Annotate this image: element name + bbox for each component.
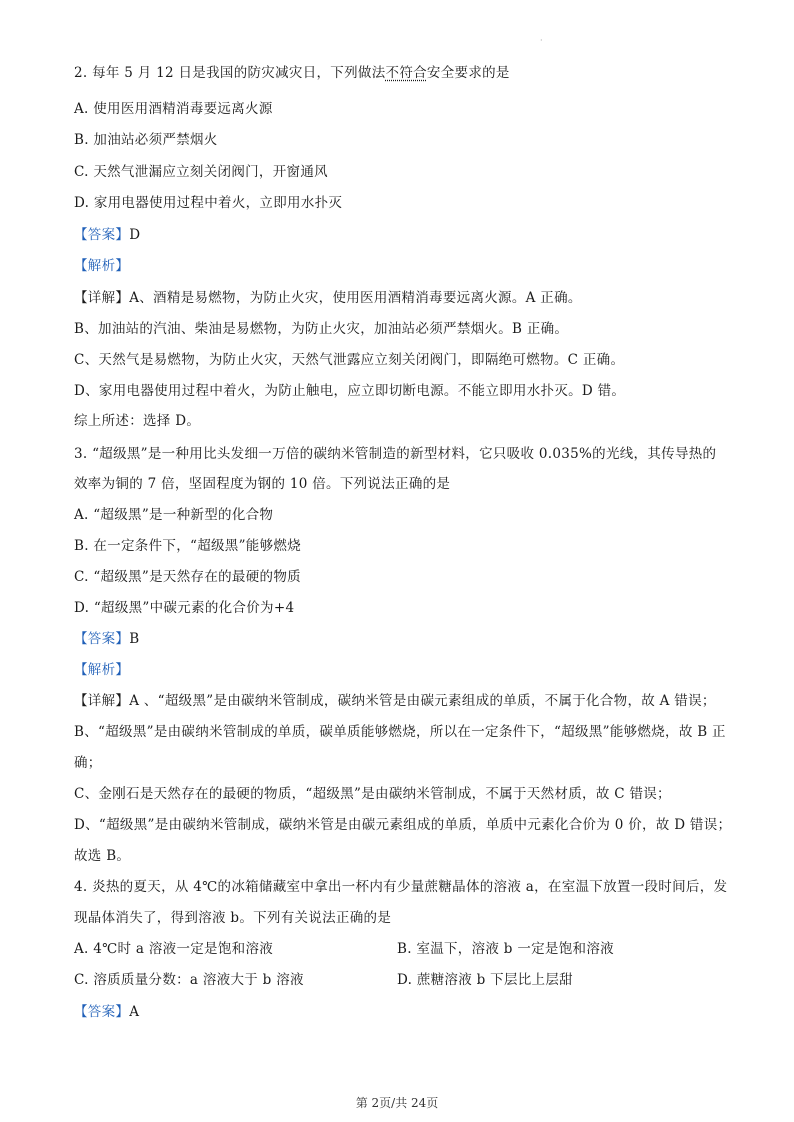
q2-detail-3: C、天然气是易燃物，为防止火灾，天然气泄露应立刻关闭阀门，即隔绝可燃物。C 正确。: [74, 352, 625, 368]
q4-option-c: C. 溶质质量分数：a 溶液大于 b 溶液: [74, 972, 304, 988]
q3-answer-value: B: [129, 631, 140, 647]
q2-detail-2: B、加油站的汽油、柴油是易燃物，为防止火灾，加油站必须严禁烟火。B 正确。: [74, 321, 569, 337]
q3-option-b: B. 在一定条件下，“超级黑”能够燃烧: [74, 538, 302, 554]
q3-detail-2: B、“超级黑”是由碳纳米管制成的单质，碳单质能够燃烧，所以在一定条件下，“超级黑”能够燃烧，故 B 正: [74, 724, 726, 740]
q4-stem-1: 4. 炎热的夏天，从 4℃的冰箱储藏室中拿出一杯内有少量蔗糖晶体的溶液 a，在室温下放置一段时间后，发: [74, 879, 728, 895]
q2-detail-1: 【详解】A、酒精是易燃物，为防止火灾，使用医用酒精消毒要远离火源。A 正确。: [74, 290, 582, 306]
q3-option-c: C. “超级黑”是天然存在的最硬的物质: [74, 569, 301, 585]
page-footer: 第 2页/共 24页: [355, 1096, 439, 1110]
q2-stem-post: 安全要求的是: [426, 65, 510, 81]
q2-option-a: A. 使用医用酒精消毒要远离火源: [74, 101, 273, 117]
q2-answer-label: 【答案】: [74, 227, 130, 243]
q3-stem-1: 3. “超级黑”是一种用比头发细一万倍的碳纳米管制造的新型材料，它只吸收 0.035%的光线，其传导热的: [74, 446, 717, 462]
q3-option-d: D. “超级黑”中碳元素的化合价为+4: [74, 600, 295, 616]
q3-option-a: A. “超级黑”是一种新型的化合物: [74, 507, 274, 523]
q4-option-b: B. 室温下，溶液 b 一定是饱和溶液: [397, 941, 614, 957]
q2-stem-emphasis: 不符合: [385, 65, 427, 81]
q3-stem-2: 效率为铜的 7 倍，坚固程度为钢的 10 倍。下列说法正确的是: [74, 476, 451, 492]
q2-option-c: C. 天然气泄漏应立刻关闭阀门，开窗通风: [74, 164, 328, 180]
q3-analysis-label: 【解析】: [74, 662, 130, 678]
q2-option-d: D. 家用电器使用过程中着火，立即用水扑灭: [74, 195, 343, 211]
q2-analysis-label: 【解析】: [74, 258, 130, 274]
q2-option-b: B. 加油站必须严禁烟火: [74, 132, 218, 148]
q2-stem-pre: 2. 每年 5 月 12 日是我国的防灾减灾日，下列做法: [74, 65, 386, 81]
q2-detail-5: 综上所述：选择 D。: [74, 413, 201, 429]
q4-answer-label: 【答案】: [74, 1004, 130, 1020]
q2-stem: [74, 64, 510, 82]
q3-detail-5: D、“超级黑”是由碳纳米管制成，碳纳米管是由碳元素组成的单质，单质中元素化合价为 0 价，故 D 错误；: [74, 817, 732, 833]
q3-detail-1: 【详解】A 、“超级黑”是由碳纳米管制成，碳纳米管是由碳元素组成的单质，不属于化合物，故 A 错误；: [74, 693, 716, 709]
q3-answer: [74, 630, 139, 648]
q2-answer: [74, 226, 140, 244]
q2-answer-value: D: [129, 227, 141, 243]
q3-answer-label: 【答案】: [74, 631, 130, 647]
q4-option-d: D. 蔗糖溶液 b 下层比上层甜: [397, 972, 573, 988]
q4-stem-2: 现晶体消失了，得到溶液 b。下列有关说法正确的是: [74, 910, 392, 926]
q4-options-row-2: [74, 971, 573, 989]
q2-detail-4: D、家用电器使用过程中着火，为防止触电，应立即切断电源。不能立即用水扑灭。D 错。: [74, 383, 626, 399]
q4-option-a: A. 4℃时 a 溶液一定是饱和溶液: [74, 941, 274, 957]
q3-detail-6: 故选 B。: [74, 848, 131, 864]
q4-options-row-1: [74, 940, 614, 958]
q3-detail-4: C、金刚石是天然存在的最硬的物质，“超级黑”是由碳纳米管制成，不属于天然材质，故 C 错误；: [74, 786, 671, 802]
corner-mark: ·: [540, 36, 543, 45]
q4-answer-value: A: [129, 1004, 140, 1020]
q4-answer: [74, 1003, 139, 1021]
q3-detail-3: 确；: [74, 755, 102, 771]
